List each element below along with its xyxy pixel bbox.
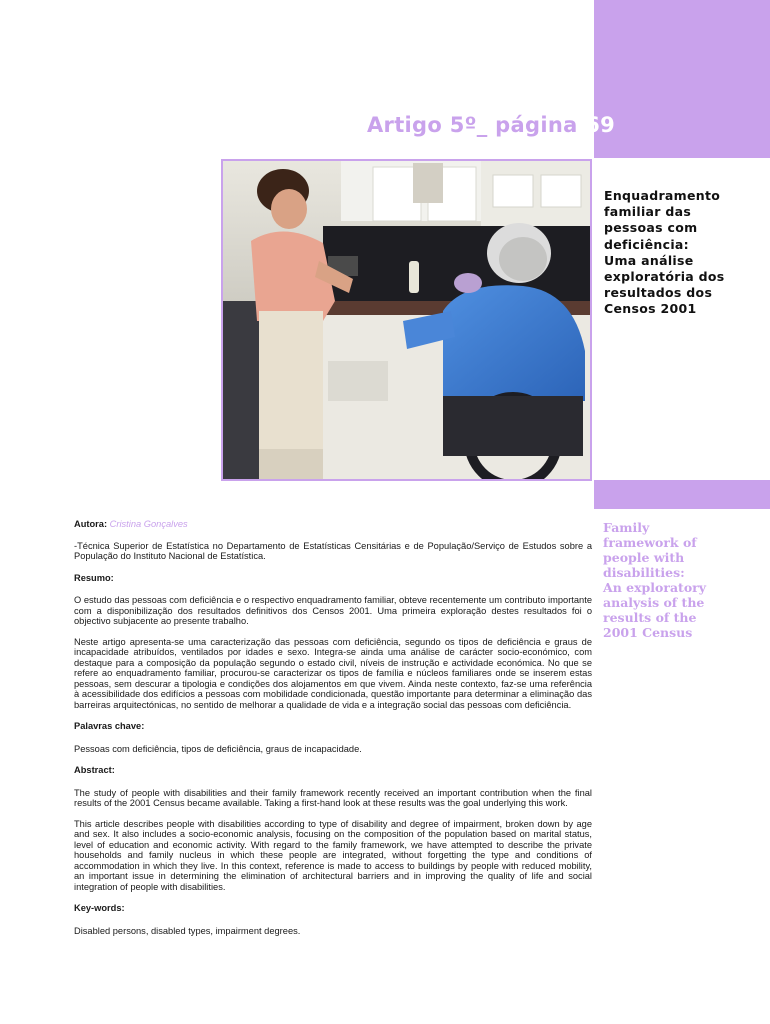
portuguese-title-line: resultados dos: [604, 285, 713, 301]
english-title-line: people with: [603, 550, 685, 565]
article-photo: [221, 159, 592, 481]
portuguese-title-line: pessoas com: [604, 220, 698, 236]
article-page-title: [367, 113, 667, 137]
keywords-text: Disabled persons, disabled types, impairment degrees.: [74, 925, 301, 936]
english-title-line: Family: [603, 520, 650, 535]
portuguese-title-line: Censos 2001: [604, 301, 697, 317]
portuguese-title-line: Enquadramento: [604, 188, 721, 203]
english-title-line: An exploratory: [603, 580, 707, 595]
abstract-paragraph: This article describes people with disabilities according to type of disability and degree of impairment, broken down by age and sex. It also includes a socio-economic analysis, focusing on the composition of the population based on marital status, level of education and economic activity. With regard to the family framework, we have attempted to describe the private households and family nucleus in which these people are integrated, without forgetting the type and conditions of accommodation in which they live. In this context, reference is made to access to buildings by people with reduced mobility, an important issue in determining the elimination of architectural barriers and in improving the quality of life and social integration of people with disabilities.: [74, 818, 592, 892]
abstract-heading: Abstract:: [74, 765, 115, 775]
portuguese-title-line: Uma análise: [604, 252, 694, 268]
article-page-number: 69: [585, 113, 615, 137]
article-body: [74, 519, 592, 936]
english-title: [603, 520, 763, 640]
palavras-chave-text: Pessoas com deficiência, tipos de deficiência, graus de incapacidade.: [74, 743, 362, 754]
portuguese-title-line: familiar das: [604, 204, 692, 220]
author-name: Cristina Gonçalves: [109, 519, 188, 529]
portuguese-title-line: exploratória dos: [604, 269, 725, 285]
portuguese-title: [604, 188, 754, 318]
sidebar-accent-band: [594, 480, 770, 509]
author-affiliation: -Técnica Superior de Estatística no Departamento de Estatísticas Censitárias e de População/Serviço de Estudos sobre a População do Instituto Nacional de Estatística.: [74, 540, 592, 561]
resumo-paragraph: Neste artigo apresenta-se uma caracterização das pessoas com deficiência, segundo os tipos de deficiência e graus de incapacidade atribuídos, ventilados por idades e sexo. Integra-se ainda uma análise de carácter socio-económico, com destaque para a composição da população segundo o estado civil, níveis de instrução e actividade económica. No que se refere ao enquadramento familiar, procurou-se caracterizar os tipos de família e núcleos familiares onde se inserem estas pessoas, sem descurar a tipologia e condições dos alojamentos em que vivem. Ainda neste contexto, faz-se uma referência à acessibilidade dos edifícios a pessoas com mobilidade condicionada, questão importante para determinar a eliminação das barreiras arquitectónicas, no sentido de melhorar a qualidade de vida e a integração social das pessoas com deficiência.: [74, 636, 592, 710]
english-title-line: 2001 Census: [603, 625, 693, 640]
english-title-line: disabilities:: [603, 565, 685, 580]
resumo-heading: Resumo:: [74, 572, 114, 583]
palavras-chave-heading: Palavras chave:: [74, 721, 145, 731]
english-title-line: analysis of the: [603, 595, 705, 610]
english-title-line: results of the: [603, 610, 697, 625]
english-title-line: framework of: [603, 535, 697, 550]
keywords-heading: Key-words:: [74, 903, 125, 913]
abstract-paragraph: The study of people with disabilities and their family framework recently received an important contribution when the final results of the 2001 Census became available. Taking a first-hand look at these results was the goal underlying this work.: [74, 787, 592, 808]
author-label: Autora:: [74, 519, 108, 529]
article-title-text: Artigo 5º_ página: [367, 113, 586, 137]
portuguese-title-line: deficiência:: [604, 236, 689, 252]
author-line: [74, 519, 592, 530]
photo-illustration: [223, 161, 590, 479]
resumo-paragraph: O estudo das pessoas com deficiência e o respectivo enquadramento familiar, obteve recentemente um contributo importante com a disponibilização dos resultados definitivos dos Censos 2001. Uma primeira exploração destes resultados foi o objectivo subjacente ao presente trabalho.: [74, 595, 592, 626]
